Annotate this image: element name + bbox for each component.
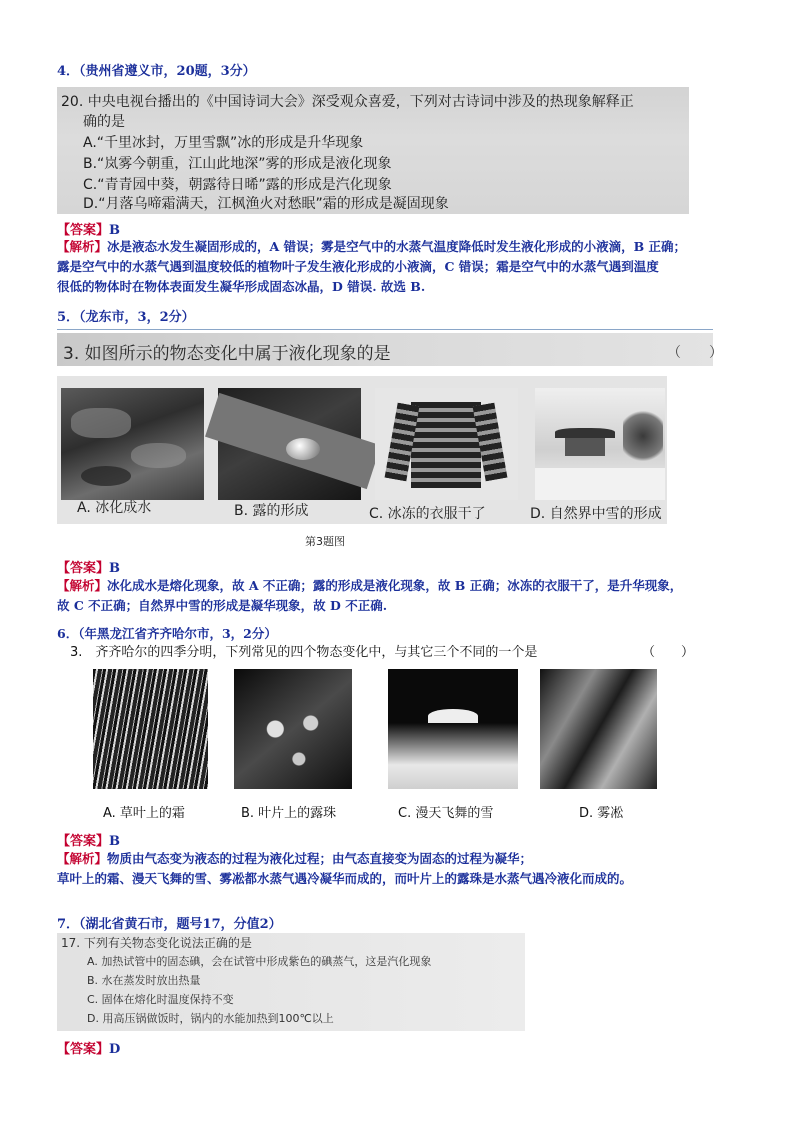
q7-header: 7．（湖北省黄石市，题号17，分值2）: [57, 917, 282, 932]
q5-analysis: [57, 576, 747, 616]
q7-scanned-question: [57, 933, 525, 1031]
photo-dew-drop: [218, 388, 361, 500]
photo-falling-snow: [388, 669, 518, 789]
q6-answer: [57, 830, 120, 849]
q4-scanned-question: [57, 87, 689, 214]
analysis-line: 露是空气中的水蒸气遇到温度较低的植物叶子发生液化形成的小液滴，C 错误；霜是空气中的水蒸气遇到温度: [57, 259, 659, 274]
analysis-line: 物质由气态变为液态的过程为液化过程；由气态直接变为固态的过程为凝华；: [107, 851, 533, 866]
q5-caption-b: B. 露的形成: [234, 503, 309, 519]
q7-option-c: C. 固体在熔化时温度保持不变: [87, 993, 234, 1006]
analysis-tag: 【解析】: [57, 851, 108, 866]
photo-dew-on-leaf: [234, 669, 352, 789]
answer-letter: B: [109, 561, 121, 576]
analysis-line: 故 C 不正确；自然界中雪的形成是凝华现象，故 D 不正确.: [57, 598, 388, 613]
q4-stem: 20. 中央电视台播出的《中国诗词大会》深受观众喜爱，下列对古诗词中涉及的热现象解释正: [61, 94, 634, 110]
q6-stem: 3. 齐齐哈尔的四季分明，下列常见的四个物态变化中，与其它三个不同的一个是: [70, 645, 538, 660]
answer-letter: B: [109, 223, 121, 238]
divider-line: [57, 329, 713, 330]
answer-letter: D: [109, 1042, 121, 1057]
q4-option-a: A.“千里冰封，万里雪飘”冰的形成是升华现象: [83, 135, 364, 151]
q5-figure-caption: 第3题图: [305, 535, 345, 548]
q6-header: 6．（年黑龙江省齐齐哈尔市，3，2分）: [57, 626, 277, 641]
q6-caption-c: C. 漫天飞舞的雪: [398, 806, 494, 821]
q4-answer: [57, 219, 120, 238]
analysis-line: 冰是液态水发生凝固形成的，A 错误；雾是空气中的水蒸气温度降低时发生液化形成的小液滴，B 正确；: [107, 239, 686, 254]
q4-option-d: D.“月落乌啼霜满天，江枫渔火对愁眠”霜的形成是凝固现象: [83, 196, 449, 212]
q5-paren: （ ）: [667, 345, 723, 361]
photo-snow-scene: [535, 388, 665, 500]
q7-answer: [57, 1038, 120, 1057]
q7-option-d: D. 用高压锅做饭时，锅内的水能加热到100℃以上: [87, 1012, 334, 1025]
q7-stem: 17. 下列有关物态变化说法正确的是: [61, 936, 252, 950]
photo-ice-melting: [61, 388, 204, 500]
analysis-tag: 【解析】: [57, 578, 108, 593]
analysis-line: 草叶上的霜、漫天飞舞的雪、雾凇都水蒸气遇冷凝华而成的，而叶片上的露珠是水蒸气遇冷液化而成的。: [57, 871, 633, 886]
answer-letter: B: [109, 834, 121, 849]
q4-stem-cont: 确的是: [83, 114, 125, 130]
q5-stem: 3. 如图所示的物态变化中属于液化现象的是: [63, 344, 391, 364]
q4-analysis: [57, 237, 747, 297]
q6-caption-b: B. 叶片上的露珠: [241, 806, 337, 821]
answer-tag: 【答案】: [57, 1042, 110, 1057]
q6-caption-a: A. 草叶上的霜: [103, 806, 185, 821]
q6-paren: （ ）: [642, 645, 695, 660]
analysis-line: 冰化成水是熔化现象，故 A 不正确；露的形成是液化现象，故 B 正确；冰冻的衣服干了，是升华现象，: [107, 578, 683, 593]
photo-rime: [540, 669, 657, 789]
answer-tag: 【答案】: [57, 223, 110, 238]
q6-caption-d: D. 雾凇: [579, 806, 624, 821]
q5-scanned-stem: [57, 333, 723, 366]
photo-frozen-sweater: [375, 388, 518, 500]
answer-tag: 【答案】: [57, 561, 110, 576]
analysis-line: 很低的物体时在物体表面发生凝华形成固态冰晶，D 错误. 故选 B.: [57, 279, 426, 294]
q5-answer: [57, 557, 120, 576]
answer-tag: 【答案】: [57, 834, 110, 849]
q4-header: 4．（贵州省遵义市，20题，3分）: [57, 64, 256, 79]
q6-analysis: [57, 849, 757, 889]
q5-header: 5．（龙东市，3，2分）: [57, 310, 195, 325]
analysis-tag: 【解析】: [57, 239, 108, 254]
q5-figure: [57, 376, 667, 524]
q7-option-b: B. 水在蒸发时放出热量: [87, 974, 201, 987]
q4-option-b: B.“岚雾今朝重，江山此地深”雾的形成是液化现象: [83, 156, 392, 172]
q5-caption-c: C. 冰冻的衣服干了: [369, 506, 486, 522]
q5-caption-a: A. 冰化成水: [77, 500, 152, 516]
q7-option-a: A. 加热试管中的固态碘，会在试管中形成紫色的碘蒸气，这是汽化现象: [87, 955, 432, 968]
q5-caption-d: D. 自然界中雪的形成: [530, 506, 662, 522]
photo-frost-on-grass: [93, 669, 208, 789]
q4-option-c: C.“青青园中葵，朝露待日晞”露的形成是汽化现象: [83, 177, 392, 193]
